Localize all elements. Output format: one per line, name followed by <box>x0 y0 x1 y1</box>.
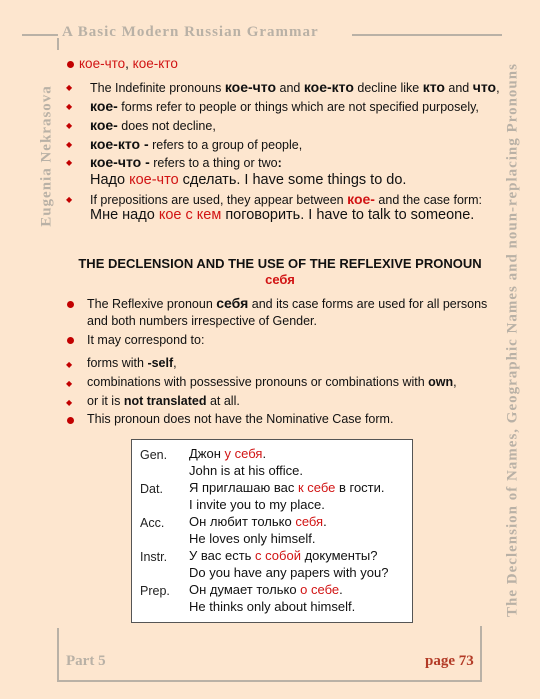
book-title: A Basic Modern Russian Grammar <box>62 24 319 40</box>
chapter-title: The Declension of Names, Geographic Names and noun-replacing Pronouns <box>504 63 521 617</box>
paragraph-line: and both numbers irrespective of Gender. <box>87 314 317 328</box>
header-rule-left <box>22 34 58 36</box>
part-label: Part 5 <box>66 653 106 669</box>
list-item: or it is not translated at all. <box>87 394 240 408</box>
bullet <box>67 417 74 424</box>
title-word: кое-кто <box>132 56 178 71</box>
case-label: Dat. <box>140 482 163 496</box>
paragraph-line: This pronoun does not have the Nominative Case form. <box>87 412 394 426</box>
russian-example: Он думает только о себе. <box>189 582 343 597</box>
diamond-bullet-icon: ◆ <box>66 379 73 388</box>
russian-example: У вас есть с собой документы? <box>189 548 378 563</box>
diamond-bullet-icon: ◆ <box>66 398 73 407</box>
diamond-bullet-icon: ◆ <box>66 83 73 92</box>
frame-left-lower <box>57 628 59 681</box>
list-item: The Indefinite pronouns кое-что and кое-кто decline like кто and что, <box>90 79 500 95</box>
section-heading: THE DECLENSION AND THE USE OF THE REFLEXIVE PRONOUN <box>78 256 482 271</box>
english-translation: John is at his office. <box>189 463 303 478</box>
diamond-bullet-icon: ◆ <box>66 121 73 130</box>
case-label: Acc. <box>140 516 165 530</box>
footer-rule <box>57 680 482 682</box>
english-translation: He loves only himself. <box>189 531 316 546</box>
diamond-bullet-icon: ◆ <box>66 140 73 149</box>
example-sentence: Надо кое-что сделать. I have some things to do. <box>90 172 407 188</box>
paragraph-line: It may correspond to: <box>87 333 205 347</box>
title-word: кое-что <box>79 56 126 71</box>
author-name: Eugenia Nekrasova <box>38 85 55 227</box>
frame-right <box>480 626 482 681</box>
case-label: Instr. <box>140 550 168 564</box>
section-heading-word: себя <box>265 272 295 287</box>
bullet <box>67 61 74 68</box>
diamond-bullet-icon: ◆ <box>66 158 73 167</box>
section-title <box>79 56 178 71</box>
paragraph-line: The Reflexive pronoun себя and its case forms are used for all persons <box>87 295 488 311</box>
list-item: combinations with possessive pronouns or combinations with own, <box>87 375 457 389</box>
case-label: Prep. <box>140 584 170 598</box>
english-translation: Do you have any papers with you? <box>189 565 389 580</box>
diamond-bullet-icon: ◆ <box>66 360 73 369</box>
example-sentence: Мне надо кое с кем поговорить. I have to talk to someone. <box>90 207 475 223</box>
list-item: кое- forms refer to people or things which are not specified purposely, <box>90 98 479 114</box>
title-separator: , <box>125 56 133 71</box>
diamond-bullet-icon: ◆ <box>66 102 73 111</box>
header-rule-right <box>352 34 502 36</box>
list-item: кое-что - refers to a thing or two: <box>90 154 282 170</box>
russian-example: Джон у себя. <box>189 446 267 461</box>
bullet <box>67 337 74 344</box>
english-translation: I invite you to my place. <box>189 497 325 512</box>
list-item: If prepositions are used, they appear between кое- and the case form: <box>90 191 482 207</box>
english-translation: He thinks only about himself. <box>189 599 356 614</box>
diamond-bullet-icon: ◆ <box>66 195 73 204</box>
list-item: кое- does not decline, <box>90 117 216 133</box>
bullet <box>67 301 74 308</box>
case-label: Gen. <box>140 448 168 462</box>
russian-example: Он любит только себя. <box>189 514 327 529</box>
page-number: page 73 <box>425 653 474 669</box>
list-item: кое-кто - refers to a group of people, <box>90 136 303 152</box>
russian-example: Я приглашаю вас к себе в гости. <box>189 480 385 495</box>
frame-left <box>57 38 59 50</box>
list-item: forms with -self, <box>87 356 177 370</box>
